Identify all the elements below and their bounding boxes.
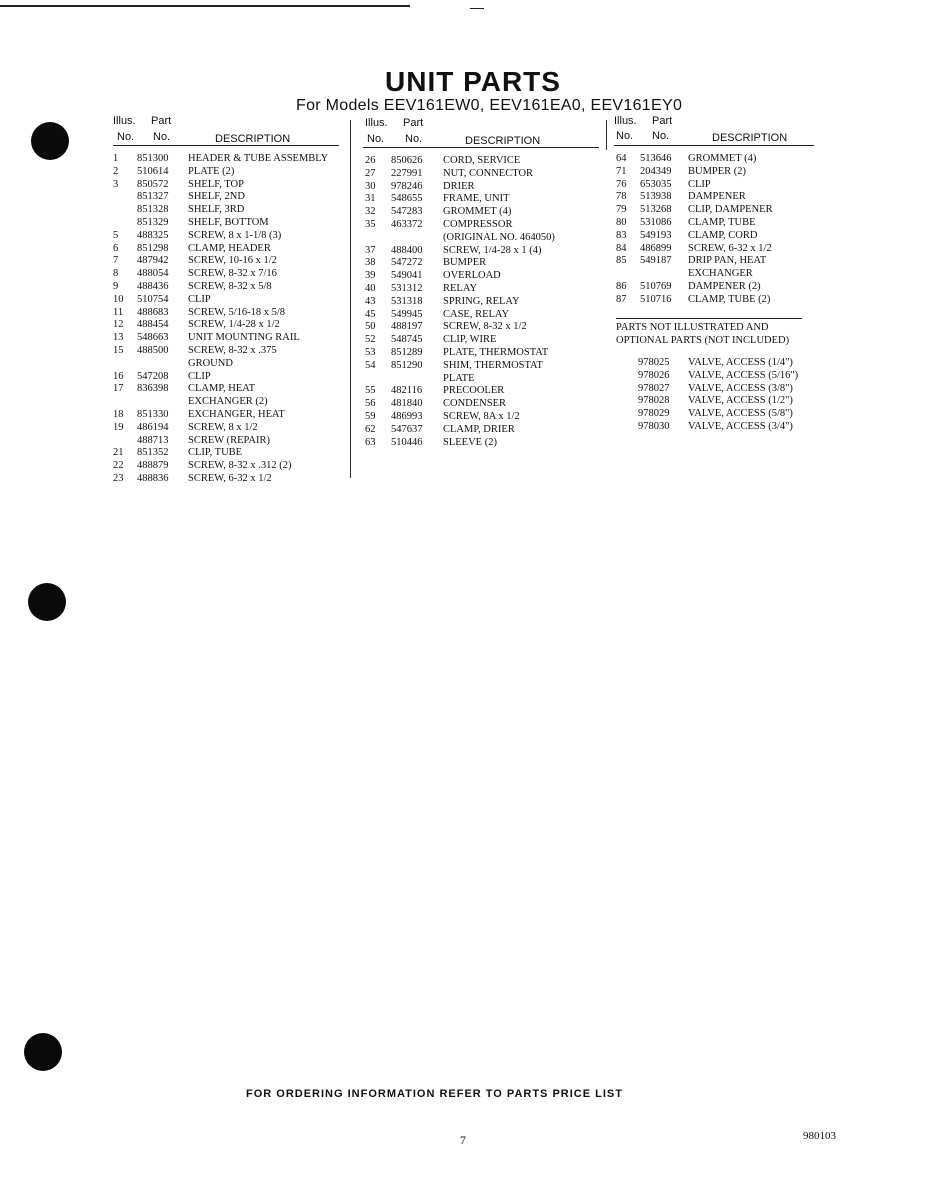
part-description: SLEEVE (2) <box>443 436 497 448</box>
part-number: 851330 <box>137 408 169 420</box>
illus-number: 27 <box>365 167 376 179</box>
part-row <box>113 332 345 345</box>
part-number: 836398 <box>137 383 169 395</box>
part-number: 851298 <box>137 242 169 254</box>
part-description: COMPRESSOR <box>443 218 513 230</box>
ordering-info-footer: FOR ORDERING INFORMATION REFER TO PARTS PRICE LIST <box>246 1088 623 1100</box>
part-description: SCREW, 6-32 x 1/2 <box>188 472 272 484</box>
part-description: SHIM, THERMOSTAT <box>443 359 543 371</box>
part-description: VALVE, ACCESS (1/2") <box>688 395 793 407</box>
part-number: 547272 <box>391 257 423 269</box>
part-number: 549193 <box>640 229 672 241</box>
part-description: CLIP <box>688 178 711 190</box>
part-number: 851300 <box>137 153 169 164</box>
part-row <box>363 373 603 386</box>
part-description: RELAY <box>443 282 478 294</box>
part-description: VALVE, ACCESS (5/8") <box>688 408 793 420</box>
part-description: DAMPENER <box>688 191 746 203</box>
part-description: CLAMP, HEADER <box>188 242 271 254</box>
part-row <box>113 371 345 384</box>
part-row <box>363 334 603 347</box>
part-number: 488500 <box>137 344 169 356</box>
part-number: 510716 <box>640 293 672 305</box>
part-row <box>363 309 603 322</box>
illus-no-label: No. <box>616 130 634 142</box>
illus-number: 26 <box>365 155 376 166</box>
part-description: EXCHANGER <box>688 268 753 280</box>
part-number: 851328 <box>137 204 169 216</box>
illus-label: Illus. <box>365 117 388 129</box>
parts-rows <box>113 153 345 486</box>
top-rule-left <box>0 5 410 7</box>
part-description: SCREW, 1/4-28 x 1 (4) <box>443 244 542 256</box>
part-number: 482116 <box>391 385 423 397</box>
part-row <box>113 217 345 230</box>
illus-no-label: No. <box>117 131 135 143</box>
illus-number: 21 <box>113 447 124 459</box>
page-title: UNIT PARTS <box>385 66 561 97</box>
illus-number: 3 <box>113 178 119 190</box>
part-number: 549041 <box>391 270 423 282</box>
header-rule <box>113 145 339 146</box>
illus-number: 10 <box>113 293 124 305</box>
part-description: SCREW (REPAIR) <box>188 434 270 446</box>
part-row <box>113 179 345 192</box>
part-row <box>363 219 603 232</box>
part-row <box>363 283 603 296</box>
part-description: UNIT MOUNTING RAIL <box>188 332 300 344</box>
part-row <box>113 422 345 435</box>
part-row <box>113 191 345 204</box>
part-number: 531312 <box>391 282 423 294</box>
part-description: SCREW, 8-32 x 5/8 <box>188 280 272 292</box>
part-row <box>614 294 824 307</box>
part-description: SCREW, 8-32 x .375 <box>188 344 277 356</box>
illus-number: 19 <box>113 421 124 433</box>
part-row <box>113 166 345 179</box>
part-row <box>614 243 824 256</box>
part-row <box>113 447 345 460</box>
part-number: 653035 <box>640 178 672 190</box>
part-description: CLIP <box>188 293 211 305</box>
illus-number: 52 <box>365 334 376 346</box>
part-number: 513268 <box>640 204 672 216</box>
illus-number: 59 <box>365 410 376 422</box>
illus-number: 56 <box>365 398 376 410</box>
description-label: DESCRIPTION <box>465 135 541 147</box>
illus-label: Illus. <box>614 115 637 127</box>
part-description: SCREW, 5/16-18 x 5/8 <box>188 306 286 318</box>
part-description: SCREW, 8-32 x 7/16 <box>188 268 277 280</box>
part-row <box>363 181 603 194</box>
part-description: CLAMP, DRIER <box>443 423 515 435</box>
part-description: (ORIGINAL NO. 464050) <box>443 231 555 243</box>
illus-number: 39 <box>365 270 376 282</box>
part-number: 481840 <box>391 398 423 410</box>
part-no-label: No. <box>153 131 171 143</box>
part-number: 488836 <box>137 472 169 484</box>
part-row <box>363 296 603 309</box>
part-description: DRIP PAN, HEAT <box>688 255 767 267</box>
part-number: 850626 <box>391 155 423 166</box>
part-description: HEADER & TUBE ASSEMBLY <box>188 153 329 164</box>
part-number: 851327 <box>137 191 169 203</box>
part-number: 488879 <box>137 460 169 472</box>
illus-number: 85 <box>616 255 627 267</box>
part-row <box>363 257 603 270</box>
models-subtitle: For Models EEV161EW0, EEV161EA0, EEV161EY0 <box>296 97 683 114</box>
part-number: 978027 <box>638 382 670 394</box>
part-description: VALVE, ACCESS (3/8") <box>688 382 793 394</box>
part-number: 851329 <box>137 216 169 228</box>
part-number: 488400 <box>391 244 423 256</box>
part-description: PLATE, THERMOSTAT <box>443 346 549 358</box>
note-line-2: OPTIONAL PARTS (NOT INCLUDED) <box>616 335 790 346</box>
column-divider-2 <box>606 120 607 150</box>
part-row <box>363 168 603 181</box>
illus-number: 64 <box>616 153 627 164</box>
illus-number: 71 <box>616 165 627 177</box>
part-description: GROMMET (4) <box>688 153 757 164</box>
part-row <box>363 437 603 450</box>
part-description: VALVE, ACCESS (5/16") <box>688 369 799 381</box>
illus-number: 62 <box>365 423 376 435</box>
part-number: 510754 <box>137 293 169 305</box>
part-row <box>113 243 345 256</box>
part-row <box>113 307 345 320</box>
illus-number: 17 <box>113 383 124 395</box>
note-rule <box>616 318 802 319</box>
part-description: SCREW, 10-16 x 1/2 <box>188 255 277 267</box>
top-rule-mark <box>470 8 484 9</box>
part-row <box>614 217 824 230</box>
part-number: 548663 <box>137 332 169 344</box>
part-description: EXCHANGER, HEAT <box>188 408 285 420</box>
part-number: 531086 <box>640 216 672 228</box>
part-number: 513646 <box>640 153 672 164</box>
part-row <box>113 435 345 448</box>
part-number: 488454 <box>137 319 169 331</box>
part-description: FRAME, UNIT <box>443 193 510 205</box>
binder-hole-middle <box>28 583 66 621</box>
part-row <box>113 383 345 396</box>
part-label: Part <box>403 117 424 129</box>
illus-number: 31 <box>365 193 376 205</box>
part-number: 548655 <box>391 193 423 205</box>
description-label: DESCRIPTION <box>712 132 788 144</box>
part-number: 851290 <box>391 359 423 371</box>
part-number: 547283 <box>391 206 423 218</box>
part-row <box>113 230 345 243</box>
part-number: 488713 <box>137 434 169 446</box>
illus-number: 6 <box>113 242 119 254</box>
part-description: SCREW, 8 x 1/2 <box>188 421 258 433</box>
illus-number: 11 <box>113 306 124 318</box>
part-description: SHELF, BOTTOM <box>188 216 269 228</box>
illus-number: 87 <box>616 293 627 305</box>
part-description: DAMPENER (2) <box>688 280 761 292</box>
illus-number: 16 <box>113 370 124 382</box>
part-row <box>363 321 603 334</box>
column-header <box>614 115 824 149</box>
illus-number: 7 <box>113 255 119 267</box>
part-row <box>363 232 603 245</box>
part-description: CLAMP, TUBE <box>688 216 756 228</box>
parts-not-illustrated-note <box>616 318 816 347</box>
part-row <box>113 396 345 409</box>
illus-number: 15 <box>113 344 124 356</box>
part-number: 488683 <box>137 306 169 318</box>
binder-hole-top <box>31 122 69 160</box>
part-number: 463372 <box>391 218 423 230</box>
header-rule <box>363 147 599 148</box>
part-number: 486899 <box>640 242 672 254</box>
part-row <box>614 255 824 268</box>
illus-number: 1 <box>113 153 119 164</box>
part-description: PLATE (2) <box>188 165 235 177</box>
part-number: 850572 <box>137 178 169 190</box>
part-description: PRECOOLER <box>443 385 505 397</box>
part-description: CLIP, TUBE <box>188 447 243 459</box>
illus-number: 9 <box>113 280 119 292</box>
part-number: 488197 <box>391 321 423 333</box>
part-row <box>363 385 603 398</box>
illus-number: 32 <box>365 206 376 218</box>
part-description: CLAMP, CORD <box>688 229 758 241</box>
illus-number: 80 <box>616 216 627 228</box>
part-row <box>614 204 824 217</box>
part-row <box>614 230 824 243</box>
illus-number: 50 <box>365 321 376 333</box>
column-header <box>363 117 603 151</box>
part-description: OVERLOAD <box>443 270 501 282</box>
part-row <box>614 153 824 166</box>
page-number: 7 <box>460 1133 466 1147</box>
part-description: BUMPER <box>443 257 487 269</box>
part-row <box>363 347 603 360</box>
part-description: SCREW, 8-32 x .312 (2) <box>188 460 292 472</box>
illus-number: 23 <box>113 472 124 484</box>
part-number: 978029 <box>638 408 670 420</box>
part-row <box>113 281 345 294</box>
illus-number: 22 <box>113 460 124 472</box>
illus-number: 55 <box>365 385 376 397</box>
part-number: 851289 <box>391 346 423 358</box>
part-row <box>363 398 603 411</box>
part-row <box>614 179 824 192</box>
part-row <box>113 473 345 486</box>
part-row <box>614 191 824 204</box>
part-row <box>363 424 603 437</box>
part-label: Part <box>652 115 673 127</box>
part-description: PLATE <box>443 372 475 384</box>
part-row <box>363 193 603 206</box>
part-description: GROMMET (4) <box>443 206 512 218</box>
illus-number: 79 <box>616 204 627 216</box>
part-description: SHELF, 2ND <box>188 191 245 203</box>
part-no-label: No. <box>652 130 670 142</box>
part-number: 978028 <box>638 395 670 407</box>
part-description: CONDENSER <box>443 398 507 410</box>
illus-number: 40 <box>365 282 376 294</box>
part-description: SCREW, 6-32 x 1/2 <box>688 242 772 254</box>
part-description: BUMPER (2) <box>688 165 747 177</box>
illus-label: Illus. <box>113 115 136 127</box>
part-number: 487942 <box>137 255 169 267</box>
part-row <box>113 409 345 422</box>
part-description: VALVE, ACCESS (3/4") <box>688 420 793 432</box>
part-row <box>363 245 603 258</box>
part-number: 488325 <box>137 229 169 241</box>
part-description: SHELF, 3RD <box>188 204 245 216</box>
part-description: NUT, CONNECTOR <box>443 167 534 179</box>
part-row <box>363 155 603 168</box>
part-description: VALVE, ACCESS (1/4") <box>688 357 793 368</box>
part-number: 510769 <box>640 280 672 292</box>
parts-column-1 <box>113 115 345 486</box>
part-description: SHELF, TOP <box>188 178 244 190</box>
part-label: Part <box>151 115 172 127</box>
part-number: 547637 <box>391 423 423 435</box>
header-rule <box>614 145 814 146</box>
part-row <box>113 345 345 358</box>
part-number: 978025 <box>638 357 670 368</box>
part-description: CLAMP, HEAT <box>188 383 256 395</box>
parts-column-3 <box>614 115 824 307</box>
part-number: 510446 <box>391 436 423 448</box>
part-number: 486194 <box>137 421 169 433</box>
part-number: 486993 <box>391 410 423 422</box>
part-number: 978246 <box>391 180 423 192</box>
part-description: CORD, SERVICE <box>443 155 521 166</box>
part-description: SCREW, 8-32 x 1/2 <box>443 321 527 333</box>
part-number: 204349 <box>640 165 672 177</box>
illus-number: 78 <box>616 191 627 203</box>
part-description: EXCHANGER (2) <box>188 396 268 408</box>
part-number: 549187 <box>640 255 672 267</box>
part-description: SCREW, 8 x 1-1/8 (3) <box>188 229 282 241</box>
part-number: 851352 <box>137 447 169 459</box>
part-description: SCREW, 8A x 1/2 <box>443 410 520 422</box>
illus-number: 45 <box>365 308 376 320</box>
illus-number: 18 <box>113 408 124 420</box>
parts-column-2 <box>363 117 603 449</box>
part-row <box>363 206 603 219</box>
illus-number: 38 <box>365 257 376 269</box>
part-number: 978026 <box>638 369 670 381</box>
part-number: 488436 <box>137 280 169 292</box>
document-code: 980103 <box>803 1130 836 1142</box>
part-number: 513938 <box>640 191 672 203</box>
illus-no-label: No. <box>367 133 385 145</box>
illus-number: 63 <box>365 436 376 448</box>
part-description: CLAMP, TUBE (2) <box>688 293 771 305</box>
part-number: 547208 <box>137 370 169 382</box>
column-header <box>113 115 345 149</box>
illus-number: 2 <box>113 165 119 177</box>
part-row <box>113 255 345 268</box>
part-row <box>113 204 345 217</box>
part-row <box>363 360 603 373</box>
illus-number: 8 <box>113 268 119 280</box>
part-row <box>113 153 345 166</box>
part-description: CLIP, DAMPENER <box>688 204 773 216</box>
part-row <box>363 270 603 283</box>
illus-number: 83 <box>616 229 627 241</box>
part-number: 549945 <box>391 308 423 320</box>
part-description: DRIER <box>443 180 475 192</box>
illus-number: 13 <box>113 332 124 344</box>
illus-number: 76 <box>616 178 627 190</box>
part-row <box>113 358 345 371</box>
illus-number: 5 <box>113 229 119 241</box>
column-divider-1 <box>350 120 351 478</box>
illus-number: 12 <box>113 319 124 331</box>
part-row <box>113 460 345 473</box>
part-description: GROUND <box>188 357 233 369</box>
part-description: SPRING, RELAY <box>443 295 520 307</box>
note-line-1: PARTS NOT ILLUSTRATED AND <box>616 322 769 333</box>
part-row <box>614 166 824 179</box>
part-number: 531318 <box>391 295 423 307</box>
illus-number: 54 <box>365 359 376 371</box>
illus-number: 86 <box>616 280 627 292</box>
illus-number: 53 <box>365 346 376 358</box>
part-description: CLIP, WIRE <box>443 334 497 346</box>
part-description: CASE, RELAY <box>443 308 510 320</box>
part-description: SCREW, 1/4-28 x 1/2 <box>188 319 280 331</box>
illus-number: 30 <box>365 180 376 192</box>
part-row <box>113 268 345 281</box>
part-number: 488054 <box>137 268 169 280</box>
part-number: 510614 <box>137 165 169 177</box>
part-number: 227991 <box>391 167 423 179</box>
part-number: 978030 <box>638 420 670 432</box>
part-row <box>614 268 824 281</box>
parts-rows <box>614 153 824 307</box>
illus-number: 35 <box>365 218 376 230</box>
part-row <box>113 294 345 307</box>
binder-hole-bottom <box>24 1033 62 1071</box>
description-label: DESCRIPTION <box>215 133 291 145</box>
illus-number: 37 <box>365 244 376 256</box>
illus-number: 84 <box>616 242 627 254</box>
part-no-label: No. <box>405 133 423 145</box>
illus-number: 43 <box>365 295 376 307</box>
part-number: 548745 <box>391 334 423 346</box>
part-row <box>363 411 603 424</box>
part-row <box>113 319 345 332</box>
parts-rows <box>363 155 603 449</box>
part-row <box>614 281 824 294</box>
part-description: CLIP <box>188 370 211 382</box>
